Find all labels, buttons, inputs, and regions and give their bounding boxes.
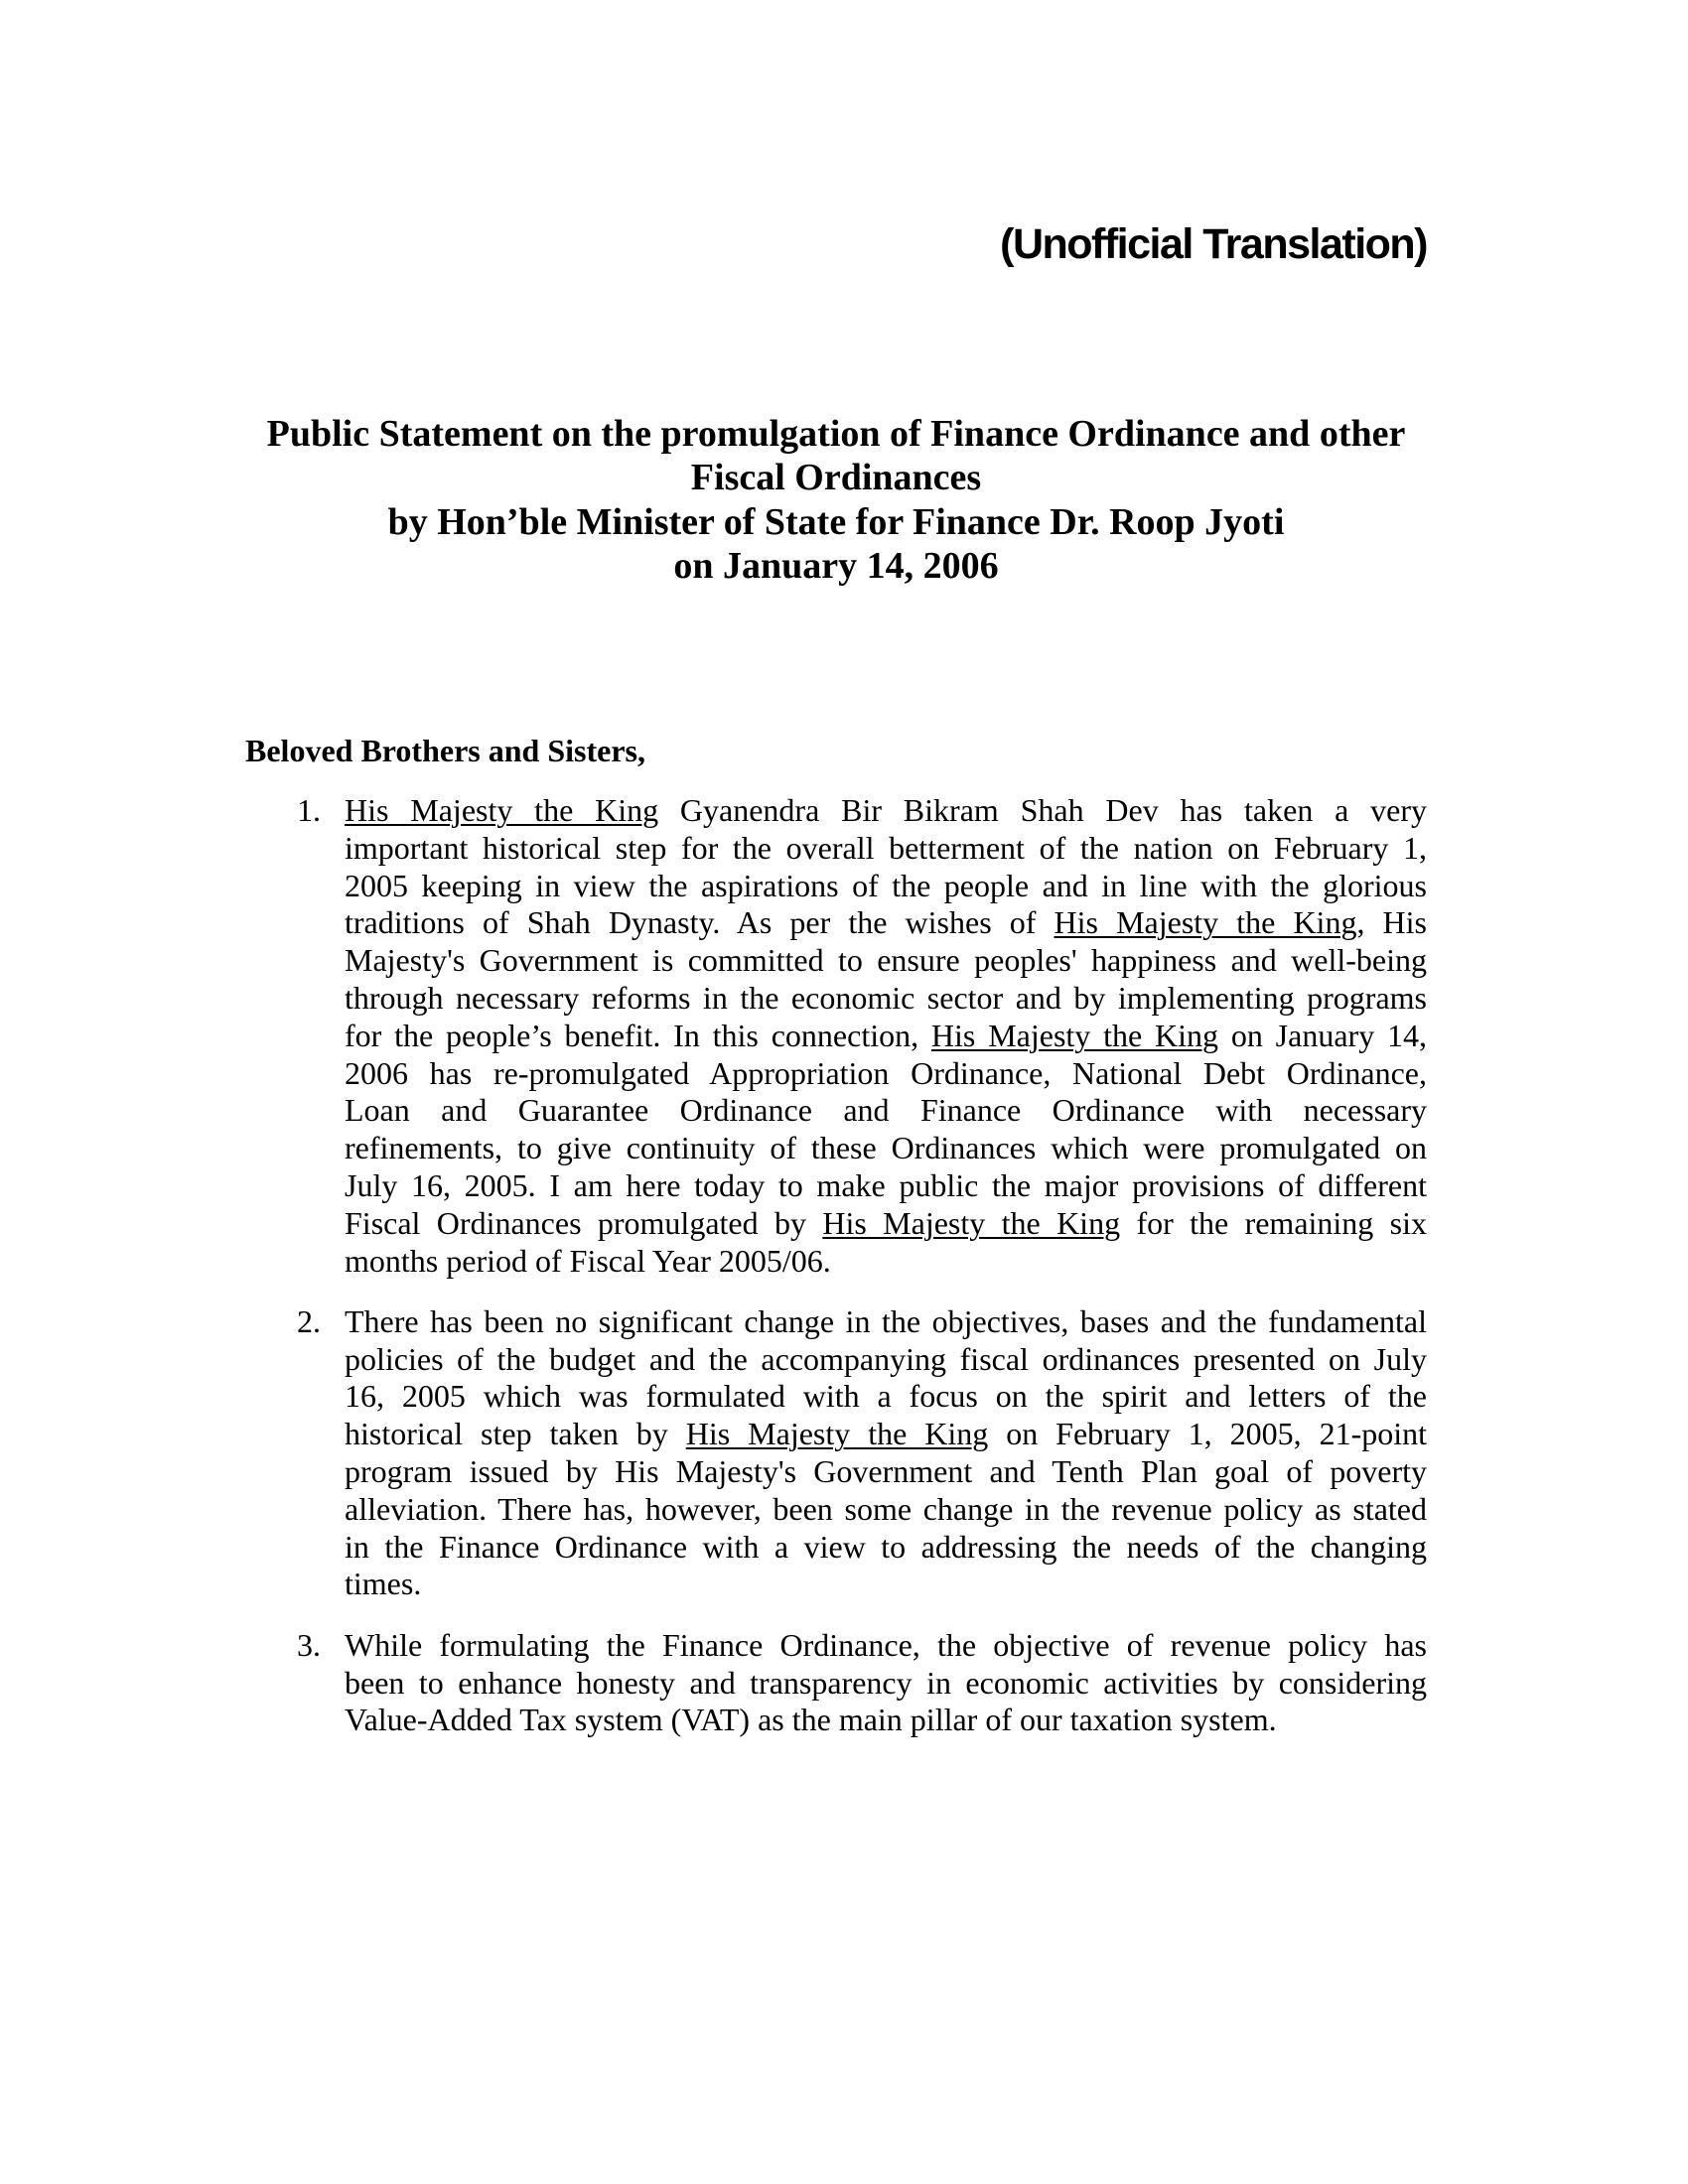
text-segment: on January 14, [1218, 1017, 1428, 1053]
text-segment: Value-Added Tax system (VAT) as the main pillar of our taxation system. [345, 1702, 1277, 1738]
text-segment: times. [345, 1566, 422, 1602]
text-line [345, 1303, 1427, 1341]
text-line [345, 868, 1427, 905]
text-segment: important historical step for the overall betterment of the nation on February 1, [345, 829, 1427, 866]
text-segment: , His [1356, 904, 1428, 941]
unofficial-translation-note: (Unofficial Translation) [1000, 220, 1427, 268]
text-line [345, 830, 1427, 868]
text-line [345, 1453, 1427, 1491]
text-segment: 16, 2005 which was formulated with a focus on the spirit and letters of the [345, 1378, 1427, 1415]
underlined-text: His Majesty the King [822, 1204, 1121, 1241]
text-segment: While formulating the Finance Ordinance, the objective of revenue policy has [345, 1626, 1427, 1663]
text-segment: Gyanendra Bir Bikram Shah Dev has taken a very [658, 792, 1428, 828]
list-item [297, 1303, 1427, 1603]
title-line: Fiscal Ordinances [690, 457, 982, 499]
text-segment: There has been no significant change in the objectives, bases and the fundamental [345, 1302, 1427, 1339]
text-segment: for the people’s benefit. In this connection, [345, 1017, 931, 1053]
text-segment: through necessary reforms in the economic sector and by implementing programs [345, 979, 1427, 1016]
text-segment: July 16, 2005. I am here today to make public the major provisions of different [345, 1166, 1427, 1203]
document-title [245, 412, 1427, 588]
text-segment: historical step taken by [345, 1416, 686, 1452]
text-line [345, 1130, 1427, 1167]
text-line [345, 1416, 1427, 1453]
text-segment: in the Finance Ordinance with a view to addressing the needs of the changing [345, 1528, 1427, 1565]
underlined-text: His Majesty the King [345, 792, 659, 828]
list-number: 1. [297, 792, 321, 828]
text-segment: on February 1, 2005, 21-point [988, 1416, 1428, 1452]
underlined-text: His Majesty the King [685, 1416, 989, 1452]
title-line: by Hon’ble Minister of State for Finance Dr. Roop Jyoti [387, 500, 1285, 543]
text-line [345, 1341, 1427, 1379]
text-line [345, 1243, 1427, 1281]
text-segment: program issued by His Majesty's Government and Tenth Plan goal of poverty [345, 1453, 1427, 1490]
text-segment: Loan and Guarantee Ordinance and Finance Ordinance with necessary [345, 1092, 1427, 1129]
list-item-text [345, 792, 1427, 1280]
text-segment: months period of Fiscal Year 2005/06. [345, 1242, 831, 1279]
list-item-text [345, 1303, 1427, 1603]
text-segment: Fiscal Ordinances promulgated by [345, 1204, 823, 1241]
text-line [345, 1205, 1427, 1243]
text-line [345, 1491, 1427, 1529]
text-segment: Majesty's Government is committed to ensure peoples' happiness and well-being [345, 942, 1427, 979]
title-line: Public Statement on the promulgation of Finance Ordinance and other [266, 413, 1406, 455]
text-line [345, 1529, 1427, 1567]
text-line [345, 1566, 1427, 1603]
underlined-text: His Majesty the King [1054, 904, 1357, 941]
text-line [345, 904, 1427, 942]
text-segment: 2006 has re-promulgated Appropriation Ordinance, National Debt Ordinance, [345, 1054, 1427, 1091]
text-line [345, 1018, 1427, 1055]
list-number: 3. [297, 1626, 321, 1663]
numbered-list [297, 792, 1427, 1763]
text-line [345, 1092, 1427, 1130]
text-segment: traditions of Shah Dynasty. As per the wishes of [345, 904, 1055, 941]
text-line [345, 1627, 1427, 1665]
text-line [345, 792, 1427, 830]
underlined-text: His Majesty the King [930, 1017, 1219, 1053]
text-line [345, 1702, 1427, 1739]
text-segment: 2005 keeping in view the aspirations of the people and in line with the glorious [345, 867, 1427, 903]
text-segment: been to enhance honesty and transparency in economic activities by considering [345, 1664, 1427, 1701]
text-segment: alleviation. There has, however, been some change in the revenue policy as stated [345, 1490, 1427, 1527]
text-line [345, 1665, 1427, 1703]
text-line [345, 1378, 1427, 1416]
list-number: 2. [297, 1302, 321, 1339]
text-line [345, 1055, 1427, 1093]
text-line [345, 980, 1427, 1018]
text-segment: for the remaining six [1120, 1204, 1428, 1241]
title-line: on January 14, 2006 [673, 544, 999, 587]
list-item [297, 1627, 1427, 1739]
list-item [297, 792, 1427, 1280]
list-item-text [345, 1627, 1427, 1739]
salutation: Beloved Brothers and Sisters, [245, 733, 645, 768]
text-segment: refinements, to give continuity of these Ordinances which were promulgated on [345, 1130, 1427, 1166]
text-segment: policies of the budget and the accompanying fiscal ordinances presented on July [345, 1340, 1427, 1377]
text-line [345, 1167, 1427, 1205]
text-line [345, 942, 1427, 980]
